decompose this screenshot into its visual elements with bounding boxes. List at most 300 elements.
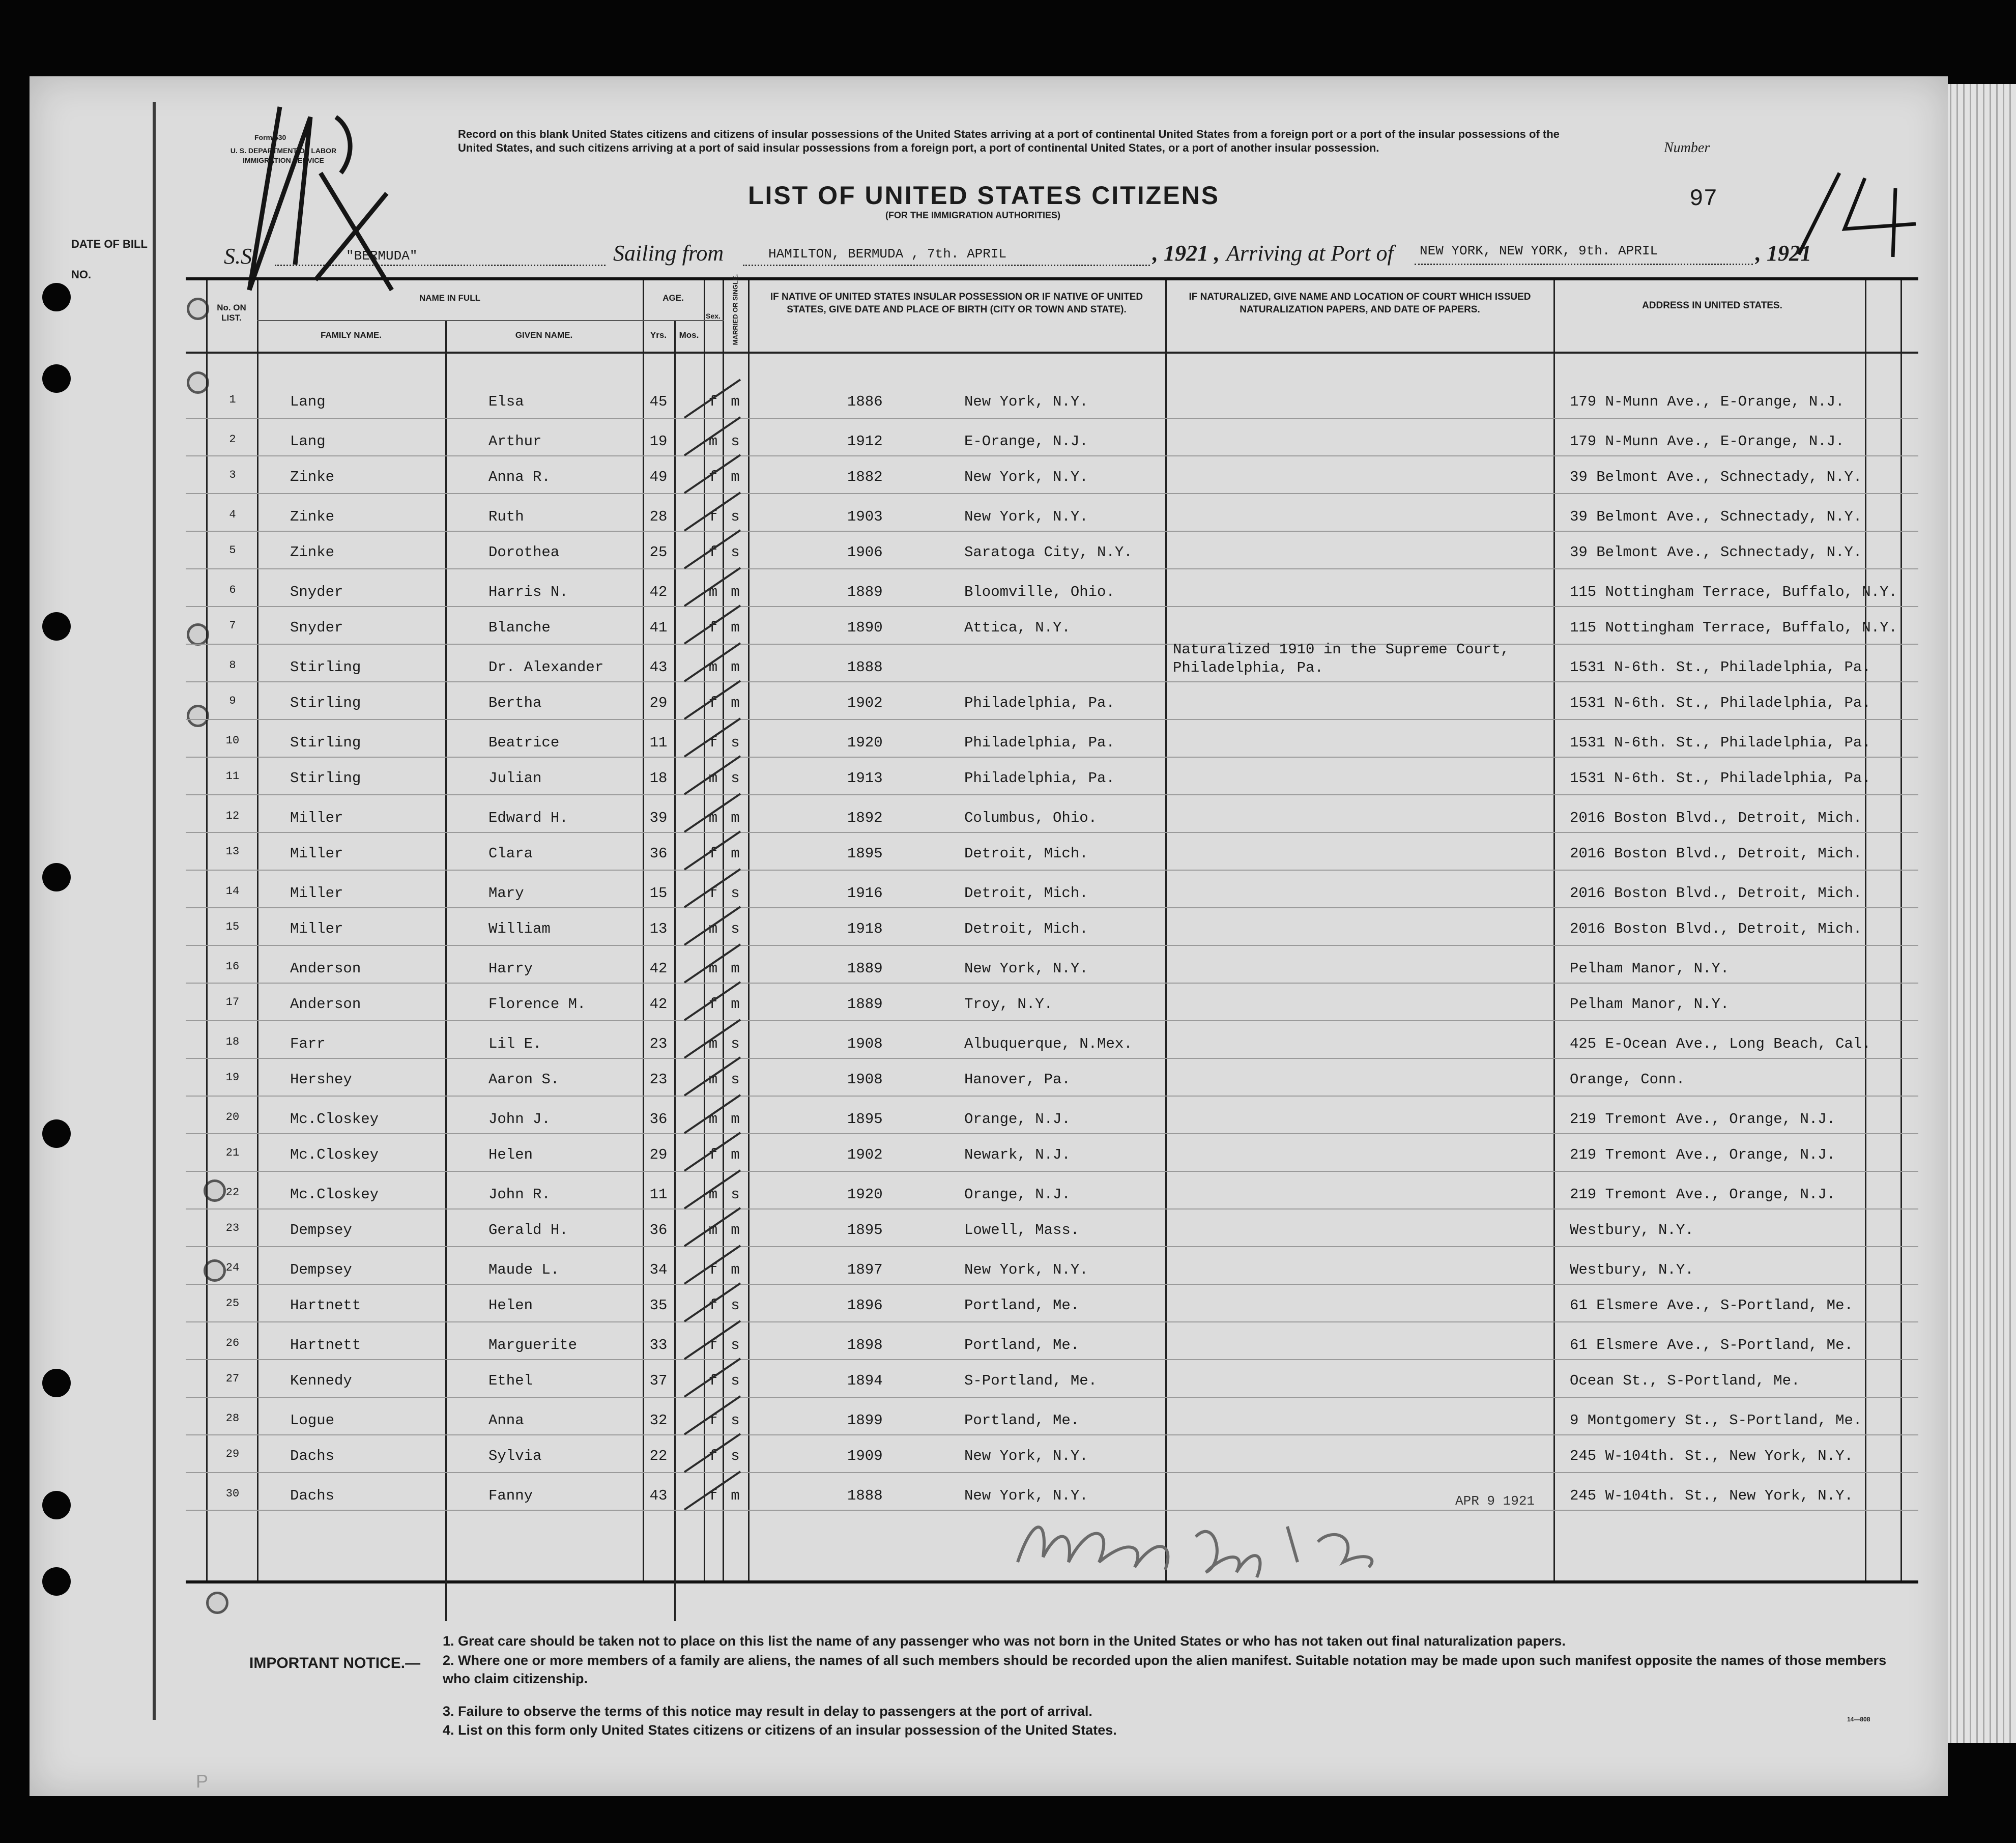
binder-hole <box>42 1119 71 1148</box>
cell-no: 25 <box>225 1297 240 1310</box>
cell-age-years: 45 <box>649 393 668 410</box>
cell-family-name: Snyder <box>290 619 343 636</box>
cell-family-name: Zinke <box>290 544 335 561</box>
row-rule <box>186 1397 1918 1398</box>
cell-sex: f <box>708 393 718 410</box>
cell-age-years: 11 <box>649 1186 668 1203</box>
binder-hole <box>42 1491 71 1519</box>
row-rule <box>186 983 1918 984</box>
cell-age-years: 36 <box>649 845 668 862</box>
cell-sex: m <box>708 584 718 600</box>
cell-age-years: 43 <box>649 1487 668 1504</box>
cell-no: 16 <box>225 960 240 973</box>
cell-sex: f <box>708 1448 718 1464</box>
cell-birth-year: 1902 <box>847 695 883 711</box>
cell-no: 15 <box>225 920 240 933</box>
cell-marital-status: s <box>731 770 740 787</box>
cell-birth-year: 1903 <box>847 508 883 525</box>
cell-family-name: Hartnett <box>290 1297 361 1314</box>
cell-given-name: Julian <box>488 770 542 787</box>
binder-hole <box>42 364 71 393</box>
cell-marital-status: s <box>731 1337 740 1354</box>
cell-birth-year: 1886 <box>847 393 883 410</box>
cell-family-name: Stirling <box>290 770 361 787</box>
cell-marital-status: m <box>731 469 740 485</box>
cell-birth-year: 1896 <box>847 1297 883 1314</box>
inspector-signature <box>1013 1506 1399 1590</box>
cell-given-name: Anna <box>488 1412 524 1429</box>
cell-family-name: Kennedy <box>290 1372 352 1389</box>
row-rule <box>186 493 1918 494</box>
cell-no: 10 <box>225 734 240 747</box>
cell-family-name: Anderson <box>290 996 361 1013</box>
cell-age-years: 15 <box>649 885 668 902</box>
row-rule <box>186 1246 1918 1247</box>
cell-family-name: Dempsey <box>290 1261 352 1278</box>
cell-birth-place: New York, N.Y. <box>964 1487 1088 1504</box>
cell-sex: f <box>708 845 718 862</box>
cell-sex: m <box>708 659 718 676</box>
cell-address: 61 Elsmere Ave., S-Portland, Me. <box>1570 1337 1853 1354</box>
arriving-port-label: Arriving at Port of <box>1226 241 1394 266</box>
cell-family-name: Hartnett <box>290 1337 361 1354</box>
col-divider <box>674 321 676 1621</box>
cell-no: 22 <box>225 1186 240 1199</box>
list-number: 97 <box>1689 186 1718 212</box>
cell-birth-year: 1889 <box>847 996 883 1013</box>
cell-family-name: Dempsey <box>290 1222 352 1239</box>
cell-birth-year: 1908 <box>847 1035 883 1052</box>
cell-marital-status: m <box>731 393 740 410</box>
cell-no: 20 <box>225 1111 240 1124</box>
cell-given-name: Mary <box>488 885 524 902</box>
cell-birth-year: 1899 <box>847 1412 883 1429</box>
cell-family-name: Stirling <box>290 659 361 676</box>
row-rule <box>186 1208 1918 1210</box>
cell-no: 27 <box>225 1372 240 1385</box>
cell-birth-place: Detroit, Mich. <box>964 885 1088 902</box>
cell-address: 179 N-Munn Ave., E-Orange, N.J. <box>1570 393 1845 410</box>
cell-sex: m <box>708 433 718 450</box>
cell-birth-place: New York, N.Y. <box>964 469 1088 485</box>
cell-birth-place: Portland, Me. <box>964 1337 1080 1354</box>
header-sex: Sex. <box>706 312 721 320</box>
cell-sex: f <box>708 1487 718 1504</box>
row-rule <box>186 1472 1918 1473</box>
cell-sex: f <box>708 1337 718 1354</box>
cell-birth-year: 1898 <box>847 1337 883 1354</box>
cell-age-years: 25 <box>649 544 668 561</box>
cell-age-years: 43 <box>649 659 668 676</box>
row-rule <box>186 568 1918 569</box>
cell-no: 19 <box>225 1071 240 1084</box>
cell-birth-year: 1920 <box>847 1186 883 1203</box>
cell-family-name: Mc.Closkey <box>290 1146 379 1163</box>
cell-sex: f <box>708 1261 718 1278</box>
cell-family-name: Miller <box>290 845 343 862</box>
cell-age-years: 37 <box>649 1372 668 1389</box>
cell-given-name: Bertha <box>488 695 542 711</box>
cell-birth-place: Columbus, Ohio. <box>964 810 1098 826</box>
cell-no: 1 <box>229 393 236 406</box>
cell-given-name: John J. <box>488 1111 551 1128</box>
number-label: Number <box>1664 140 1710 156</box>
cell-birth-place: Detroit, Mich. <box>964 845 1088 862</box>
cell-birth-year: 1916 <box>847 885 883 902</box>
service-name: IMMIGRATION SERVICE <box>243 156 324 164</box>
cell-address: 1531 N-6th. St., Philadelphia, Pa. <box>1570 695 1871 711</box>
cell-no: 30 <box>225 1487 240 1500</box>
cell-no: 9 <box>229 695 236 707</box>
cell-birth-place: Saratoga City, N.Y. <box>964 544 1133 561</box>
header-no: No. ON LIST. <box>217 303 246 323</box>
cell-sex: f <box>708 695 718 711</box>
cell-marital-status: s <box>731 734 740 751</box>
cell-marital-status: m <box>731 810 740 826</box>
cell-birth-place: Lowell, Mass. <box>964 1222 1080 1239</box>
cell-no: 5 <box>229 544 236 557</box>
cell-birth-place: New York, N.Y. <box>964 960 1088 977</box>
cell-age-years: 22 <box>649 1448 668 1464</box>
cell-no: 21 <box>225 1146 240 1159</box>
arriving-port-value: NEW YORK, NEW YORK, 9th. APRIL <box>1420 243 1658 258</box>
cell-no: 28 <box>225 1412 240 1425</box>
reinforcement-ring <box>206 1592 228 1614</box>
cell-sex: m <box>708 1186 718 1203</box>
header-address: ADDRESS IN UNITED STATES. <box>1642 300 1782 311</box>
row-rule <box>186 832 1918 833</box>
cell-age-years: 35 <box>649 1297 668 1314</box>
cell-birth-place: Philadelphia, Pa. <box>964 770 1115 787</box>
cell-given-name: Helen <box>488 1146 533 1163</box>
cell-marital-status: m <box>731 1261 740 1278</box>
cell-age-years: 32 <box>649 1412 668 1429</box>
cell-birth-place: Hanover, Pa. <box>964 1071 1071 1088</box>
cell-family-name: Zinke <box>290 469 335 485</box>
cell-marital-status: m <box>731 1487 740 1504</box>
cell-given-name: William <box>488 920 551 937</box>
ship-label: S.S. <box>224 244 257 269</box>
cell-birth-place: Newark, N.J. <box>964 1146 1071 1163</box>
cell-no: 3 <box>229 469 236 481</box>
form-number: Form 630 <box>254 133 286 141</box>
header-bottom-line <box>186 352 1918 354</box>
cell-no: 8 <box>229 659 236 672</box>
header-name-in-full: NAME IN FULL <box>419 293 480 303</box>
cell-sex: m <box>708 1071 718 1088</box>
notice-item-4: 4. List on this form only United States citizens or citizens of an insular possession of the United States. <box>443 1722 1117 1738</box>
cell-no: 4 <box>229 508 236 521</box>
cell-birth-place: New York, N.Y. <box>964 1448 1088 1464</box>
cell-birth-year: 1889 <box>847 584 883 600</box>
row-rule <box>186 644 1918 645</box>
cell-naturalization: Naturalized 1910 in the Supreme Court, Philadelphia, Pa. <box>1173 641 1510 676</box>
cell-marital-status: m <box>731 1146 740 1163</box>
cell-age-years: 42 <box>649 960 668 977</box>
cell-given-name: Harris N. <box>488 584 568 600</box>
cell-sex: m <box>708 770 718 787</box>
cell-address: 219 Tremont Ave., Orange, N.J. <box>1570 1111 1836 1128</box>
cell-sex: f <box>708 1297 718 1314</box>
row-rule <box>186 719 1918 720</box>
row-rule <box>186 1321 1918 1322</box>
cell-address: Pelham Manor, N.Y. <box>1570 960 1730 977</box>
row-rule <box>186 1096 1918 1097</box>
cell-age-years: 29 <box>649 695 668 711</box>
row-rule <box>186 1359 1918 1360</box>
cell-given-name: Anna R. <box>488 469 551 485</box>
cell-birth-year: 1909 <box>847 1448 883 1464</box>
cell-address: 2016 Boston Blvd., Detroit, Mich. <box>1570 845 1862 862</box>
cell-given-name: Gerald H. <box>488 1222 568 1239</box>
cell-sex: m <box>708 920 718 937</box>
cell-family-name: Lang <box>290 433 326 450</box>
cell-birth-year: 1882 <box>847 469 883 485</box>
cell-birth-place: Orange, N.J. <box>964 1111 1071 1128</box>
cell-sex: m <box>708 960 718 977</box>
cell-age-years: 28 <box>649 508 668 525</box>
cell-marital-status: s <box>731 1412 740 1429</box>
cell-given-name: Edward H. <box>488 810 568 826</box>
cell-birth-year: 1902 <box>847 1146 883 1163</box>
row-rule <box>186 1284 1918 1285</box>
check-mark <box>679 1469 751 1515</box>
cell-address: 39 Belmont Ave., Schnectady, N.Y. <box>1570 469 1862 485</box>
passenger-table <box>186 274 1918 1583</box>
header-given-name: GIVEN NAME. <box>515 330 573 340</box>
cell-no: 23 <box>225 1222 240 1234</box>
cell-given-name: Dr. Alexander <box>488 659 604 676</box>
col-divider <box>206 280 208 1580</box>
cell-sex: m <box>708 1222 718 1239</box>
cell-marital-status: s <box>731 1035 740 1052</box>
cell-no: 14 <box>225 885 240 898</box>
cell-age-years: 29 <box>649 1146 668 1163</box>
margin-stamp: DATE OF BILL NO. <box>71 238 148 281</box>
cell-marital-status: s <box>731 544 740 561</box>
header-age-months: Mos. <box>679 330 699 340</box>
cell-age-years: 34 <box>649 1261 668 1278</box>
col-divider <box>1553 280 1555 1580</box>
cell-marital-status: s <box>731 1372 740 1389</box>
binder-hole <box>42 863 71 891</box>
inspection-date-stamp: APR 9 1921 <box>1455 1493 1535 1509</box>
row-rule <box>186 455 1918 456</box>
cell-family-name: Dachs <box>290 1448 335 1464</box>
cell-given-name: Florence M. <box>488 996 586 1013</box>
cell-given-name: Marguerite <box>488 1337 578 1354</box>
cell-age-years: 23 <box>649 1071 668 1088</box>
notice-item-3: 3. Failure to observe the terms of this notice may result in delay to passengers at the port of arrival. <box>443 1704 1092 1719</box>
cell-family-name: Farr <box>290 1035 326 1052</box>
cell-age-years: 33 <box>649 1337 668 1354</box>
cell-address: 245 W-104th. St., New York, N.Y. <box>1570 1487 1853 1504</box>
cell-birth-place: Orange, N.J. <box>964 1186 1071 1203</box>
row-rule <box>186 945 1918 946</box>
binding-edge <box>153 102 156 1720</box>
notice-heading: IMPORTANT NOTICE.— <box>249 1655 421 1672</box>
cell-birth-place: New York, N.Y. <box>964 1261 1088 1278</box>
department-name: U. S. DEPARTMENT OF LABOR <box>230 147 337 155</box>
ship-name: "BERMUDA" <box>346 248 418 264</box>
cell-family-name: Miller <box>290 920 343 937</box>
cell-marital-status: m <box>731 845 740 862</box>
cell-marital-status: m <box>731 584 740 600</box>
cell-family-name: Anderson <box>290 960 361 977</box>
cell-marital-status: m <box>731 619 740 636</box>
cell-birth-year: 1888 <box>847 1487 883 1504</box>
cell-given-name: Maude L. <box>488 1261 560 1278</box>
cell-given-name: Fanny <box>488 1487 533 1504</box>
cell-birth-place: Bloomville, Ohio. <box>964 584 1115 600</box>
page-title: LIST OF UNITED STATES CITIZENS <box>748 181 1220 210</box>
cell-age-years: 18 <box>649 770 668 787</box>
cell-given-name: Clara <box>488 845 533 862</box>
cell-given-name: Helen <box>488 1297 533 1314</box>
sailing-year: , 1921 , <box>1153 241 1220 266</box>
cell-birth-place: Troy, N.Y. <box>964 996 1053 1013</box>
cell-birth-year: 1890 <box>847 619 883 636</box>
cell-address: 2016 Boston Blvd., Detroit, Mich. <box>1570 885 1862 902</box>
cell-given-name: Dorothea <box>488 544 560 561</box>
cell-sex: f <box>708 734 718 751</box>
cell-given-name: Blanche <box>488 619 551 636</box>
cell-birth-year: 1895 <box>847 845 883 862</box>
header-age-years: Yrs. <box>650 330 667 340</box>
cell-sex: f <box>708 544 718 561</box>
cell-age-years: 49 <box>649 469 668 485</box>
cell-birth-year: 1913 <box>847 770 883 787</box>
corner-mark: P <box>196 1771 209 1792</box>
row-rule <box>186 870 1918 871</box>
arriving-year: , 1921 <box>1755 241 1811 266</box>
cell-age-years: 11 <box>649 734 668 751</box>
header-birth: IF NATIVE OF UNITED STATES INSULAR POSSESSION OR IF NATIVE OF UNITED STATES, GIVE DATE AND PLACE OF BIRTH (CITY OR TOWN AND STATE). <box>770 292 1143 315</box>
cell-birth-year: 1906 <box>847 544 883 561</box>
cell-family-name: Hershey <box>290 1071 352 1088</box>
cell-birth-place: Philadelphia, Pa. <box>964 734 1115 751</box>
cell-address: 39 Belmont Ave., Schnectady, N.Y. <box>1570 508 1862 525</box>
cell-sex: f <box>708 1372 718 1389</box>
sailing-from-line <box>743 265 1150 266</box>
row-rule <box>186 1058 1918 1059</box>
cell-family-name: Logue <box>290 1412 335 1429</box>
cell-address: 115 Nottingham Terrace, Buffalo, N.Y. <box>1570 619 1897 636</box>
cell-no: 29 <box>225 1448 240 1460</box>
cell-marital-status: m <box>731 695 740 711</box>
cell-sex: m <box>708 810 718 826</box>
cell-birth-year: 1908 <box>847 1071 883 1088</box>
header-family-name: FAMILY NAME. <box>321 330 382 340</box>
cell-address: 2016 Boston Blvd., Detroit, Mich. <box>1570 810 1862 826</box>
cell-address: 179 N-Munn Ave., E-Orange, N.J. <box>1570 433 1845 450</box>
page-subtitle: (FOR THE IMMIGRATION AUTHORITIES) <box>885 210 1060 220</box>
cell-given-name: Beatrice <box>488 734 560 751</box>
cell-birth-year: 1888 <box>847 659 883 676</box>
cell-age-years: 13 <box>649 920 668 937</box>
cell-marital-status: s <box>731 433 740 450</box>
cell-age-years: 23 <box>649 1035 668 1052</box>
cell-given-name: Sylvia <box>488 1448 542 1464</box>
cell-address: 245 W-104th. St., New York, N.Y. <box>1570 1448 1853 1464</box>
cell-no: 26 <box>225 1337 240 1349</box>
cell-address: Pelham Manor, N.Y. <box>1570 996 1730 1013</box>
header-naturalized: IF NATURALIZED, GIVE NAME AND LOCATION OF COURT WHICH ISSUED NATURALIZATION PAPERS, AND DATE OF PAPERS. <box>1189 292 1531 315</box>
header-married-single: MARRIED OR SINGLE. <box>731 274 739 345</box>
cell-family-name: Mc.Closkey <box>290 1111 379 1128</box>
cell-no: 6 <box>229 584 236 596</box>
cell-birth-place: E-Orange, N.J. <box>964 433 1088 450</box>
cell-given-name: Harry <box>488 960 533 977</box>
cell-marital-status: s <box>731 1448 740 1464</box>
cell-given-name: Elsa <box>488 393 524 410</box>
cell-birth-year: 1912 <box>847 433 883 450</box>
cell-family-name: Dachs <box>290 1487 335 1504</box>
cell-address: 9 Montgomery St., S-Portland, Me. <box>1570 1412 1862 1429</box>
cell-address: 219 Tremont Ave., Orange, N.J. <box>1570 1146 1836 1163</box>
cell-family-name: Lang <box>290 393 326 410</box>
cell-family-name: Stirling <box>290 734 361 751</box>
cell-birth-place: Attica, N.Y. <box>964 619 1071 636</box>
cell-birth-year: 1897 <box>847 1261 883 1278</box>
form-code: 14—808 <box>1847 1716 1870 1723</box>
cell-sex: f <box>708 469 718 485</box>
cell-given-name: Aaron S. <box>488 1071 560 1088</box>
cell-given-name: Arthur <box>488 433 542 450</box>
header-subdivider <box>257 320 724 321</box>
col-divider <box>445 321 447 1621</box>
cell-no: 11 <box>225 770 240 783</box>
record-instructions: Record on this blank United States citizens and citizens of insular possessions of the United States arriving at a port of continental United States from a foreign port or a port of the insular possessions of the United States, and such citizens arriving at a port of said insular possessions from a foreign port, a port of continental United States, or a port of another insular possession. <box>458 128 1560 154</box>
cell-sex: m <box>708 1111 718 1128</box>
cell-birth-place: Detroit, Mich. <box>964 920 1088 937</box>
cell-sex: f <box>708 885 718 902</box>
cell-marital-status: s <box>731 1186 740 1203</box>
row-rule <box>186 1171 1918 1172</box>
cell-address: 1531 N-6th. St., Philadelphia, Pa. <box>1570 659 1871 676</box>
cell-birth-year: 1889 <box>847 960 883 977</box>
cell-marital-status: m <box>731 996 740 1013</box>
cell-marital-status: s <box>731 920 740 937</box>
notice-item-1: 1. Great care should be taken not to place on this list the name of any passenger who was not born in the United States or who has not taken out final naturalization papers. <box>443 1633 1566 1649</box>
cell-birth-place: New York, N.Y. <box>964 508 1088 525</box>
col-divider <box>257 280 258 1580</box>
cell-birth-year: 1920 <box>847 734 883 751</box>
binder-hole <box>42 612 71 641</box>
binder-hole <box>42 283 71 311</box>
cell-marital-status: s <box>731 508 740 525</box>
cell-address: Westbury, N.Y. <box>1570 1222 1694 1239</box>
cell-marital-status: m <box>731 1222 740 1239</box>
cell-address: 1531 N-6th. St., Philadelphia, Pa. <box>1570 770 1871 787</box>
cell-age-years: 39 <box>649 810 668 826</box>
cell-age-years: 42 <box>649 584 668 600</box>
row-rule <box>186 1020 1918 1021</box>
cell-given-name: Ethel <box>488 1372 533 1389</box>
cell-marital-status: m <box>731 659 740 676</box>
row-rule <box>186 794 1918 795</box>
cell-address: 2016 Boston Blvd., Detroit, Mich. <box>1570 920 1862 937</box>
cell-age-years: 36 <box>649 1222 668 1239</box>
cell-given-name: Lil E. <box>488 1035 542 1052</box>
cell-address: Ocean St., S-Portland, Me. <box>1570 1372 1800 1389</box>
cell-family-name: Miller <box>290 810 343 826</box>
cell-address: 425 E-Ocean Ave., Long Beach, Cal. <box>1570 1035 1871 1052</box>
row-rule <box>186 1434 1918 1435</box>
row-rule <box>186 681 1918 682</box>
cell-birth-place: Philadelphia, Pa. <box>964 695 1115 711</box>
row-rule <box>186 418 1918 419</box>
